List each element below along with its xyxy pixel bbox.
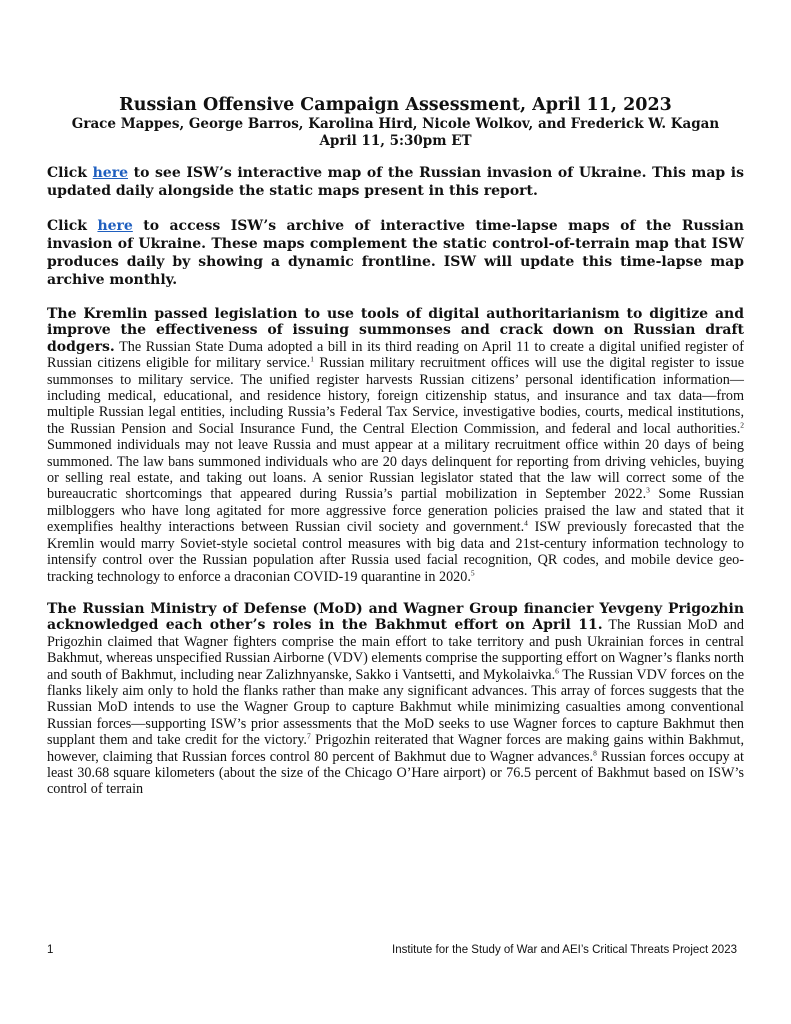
report-date: April 11, 5:30pm ET — [319, 133, 472, 149]
report-authors: Grace Mappes, George Barros, Karolina Hird, Nicole Wolkov, and Frederick W. Kagan — [71, 116, 720, 132]
footnote-ref[interactable]: 7 — [306, 731, 311, 741]
paragraph-lead: The Russian Ministry of Defense (MoD) and Wagner Group financier Yevgeny Prigozhin acknowledged each other’s roles in the Bakhmut effort on April 11. — [47, 600, 744, 634]
link-prefix: Click — [47, 218, 98, 234]
interactive-map-note — [47, 164, 744, 200]
paragraph-text: Russian military recruitment offices will use the digital register to issue summonses to military service. The unified register harvests Russian citizens’ personal identification information—including medical, educational, and residence history, foreign citizenship status, and insurance and tax data—from multiple Russian legal entities, including Russia’s Federal Tax Service, investigative bodies, courts, medical institutions, the Russian Pension and Social Insurance Fund, the Central Election Commission, and federal and local authorities. — [47, 355, 744, 437]
report-body — [47, 164, 744, 814]
footnote-ref[interactable]: 5 — [470, 567, 475, 577]
paragraph-text: The Russian State Duma adopted a bill in its third reading on April 11 to create a digital unified register of Russian citizens eligible for military service. — [47, 338, 744, 372]
time-lapse-archive-note — [47, 217, 744, 289]
paragraph-text: Some Russian milbloggers who have long agitated for more aggressive force generation policies praised the law and stated that it exemplifies healthy interactions between Russian civil society and government. — [47, 486, 744, 536]
paragraph-text: Russian forces occupy at least 30.68 square kilometers (about the size of the Chicago O’Hare airport) or 76.5 percent of Bakhmut based on ISW’s control of terrain — [47, 748, 744, 798]
body-paragraph — [47, 306, 744, 585]
footnote-ref[interactable]: 2 — [740, 420, 744, 430]
paragraph-text: Prigozhin reiterated that Wagner forces are making gains within Bakhmut, however, claiming that Russian forces control 80 percent of Bakhmut due to Wagner advances. — [47, 732, 744, 765]
link-prefix: Click — [47, 165, 93, 181]
body-paragraph — [47, 601, 744, 798]
paragraph-text: Summoned individuals may not leave Russia and must appear at a military recruitment office within 20 days of being summoned. The law bans summoned individuals who are 20 days delinquent for reporting from driving vehicles, buying or selling real estate, and taking out loans. A senior Russian legislator stated that the law will correct some of the bureaucratic shortcomings that appeared during Russia’s partial mobilization in September 2022. — [47, 437, 744, 503]
interactive-map-link[interactable]: here — [92, 165, 128, 181]
footnote-ref[interactable]: 4 — [524, 518, 528, 528]
paragraph-text: The Russian MoD and Prigozhin claimed that Wagner fighters comprise the main effort to take territory and push Ukrainian forces in central Bakhmut, whereas unspecified Russian Airborne (VDV) elements comprise the supporting effort on Wagner’s flanks north and south of Bakhmut, including near Zalizhnyanske, Sakko i Vantsetti, and Mykolaivka. — [47, 617, 744, 683]
paragraph-text: ISW previously forecasted that the Kremlin would marry Soviet-style societal control measures with big data and 21st-century information technology to intensify control over the Russian population after Russia used facial recognition, QR codes, and mobile device geo-tracking technology to enforce a draconian COVID-19 quarantine in 2020. — [47, 519, 744, 585]
footnote-ref[interactable]: 8 — [593, 747, 597, 757]
time-lapse-archive-link[interactable]: here — [97, 218, 133, 234]
footnote-ref[interactable]: 6 — [555, 665, 559, 675]
paragraph-text: The Russian VDV forces on the flanks likely aim only to hold the flanks rather than make any significant advances. This array of forces suggests that the Russian MoD intends to use the Wagner Group to capture Bakhmut while minimizing casualties among conventional Russian forces—supporting ISW’s prior assessments that the MoD seeks to use Wagner forces to capture Bakhmut then supplant them and take credit for the victory. — [47, 666, 744, 749]
footnote-ref[interactable]: 3 — [646, 485, 650, 495]
footer-text: Institute for the Study of War and AEI’s Critical Threats Project 2023 — [392, 944, 737, 956]
footnote-ref[interactable]: 1 — [310, 354, 314, 364]
report-header — [40, 95, 751, 150]
link-note-text: to see ISW’s interactive map of the Russian invasion of Ukraine. This map is updated daily alongside the static maps present in this report. — [47, 165, 744, 199]
link-note-text: to access ISW’s archive of interactive time-lapse maps of the Russian invasion of Ukraine. These maps complement the static control-of-terrain map that ISW produces daily by showing a dynamic frontline. ISW will update this time-lapse map archive monthly. — [47, 218, 744, 288]
page-number: 1 — [47, 944, 54, 956]
paragraph-lead: The Kremlin passed legislation to use tools of digital authoritarianism to digitize and improve the effectiveness of issuing summonses and crack down on Russian draft dodgers. — [47, 306, 744, 355]
report-title: Russian Offensive Campaign Assessment, April 11, 2023 — [119, 95, 672, 115]
